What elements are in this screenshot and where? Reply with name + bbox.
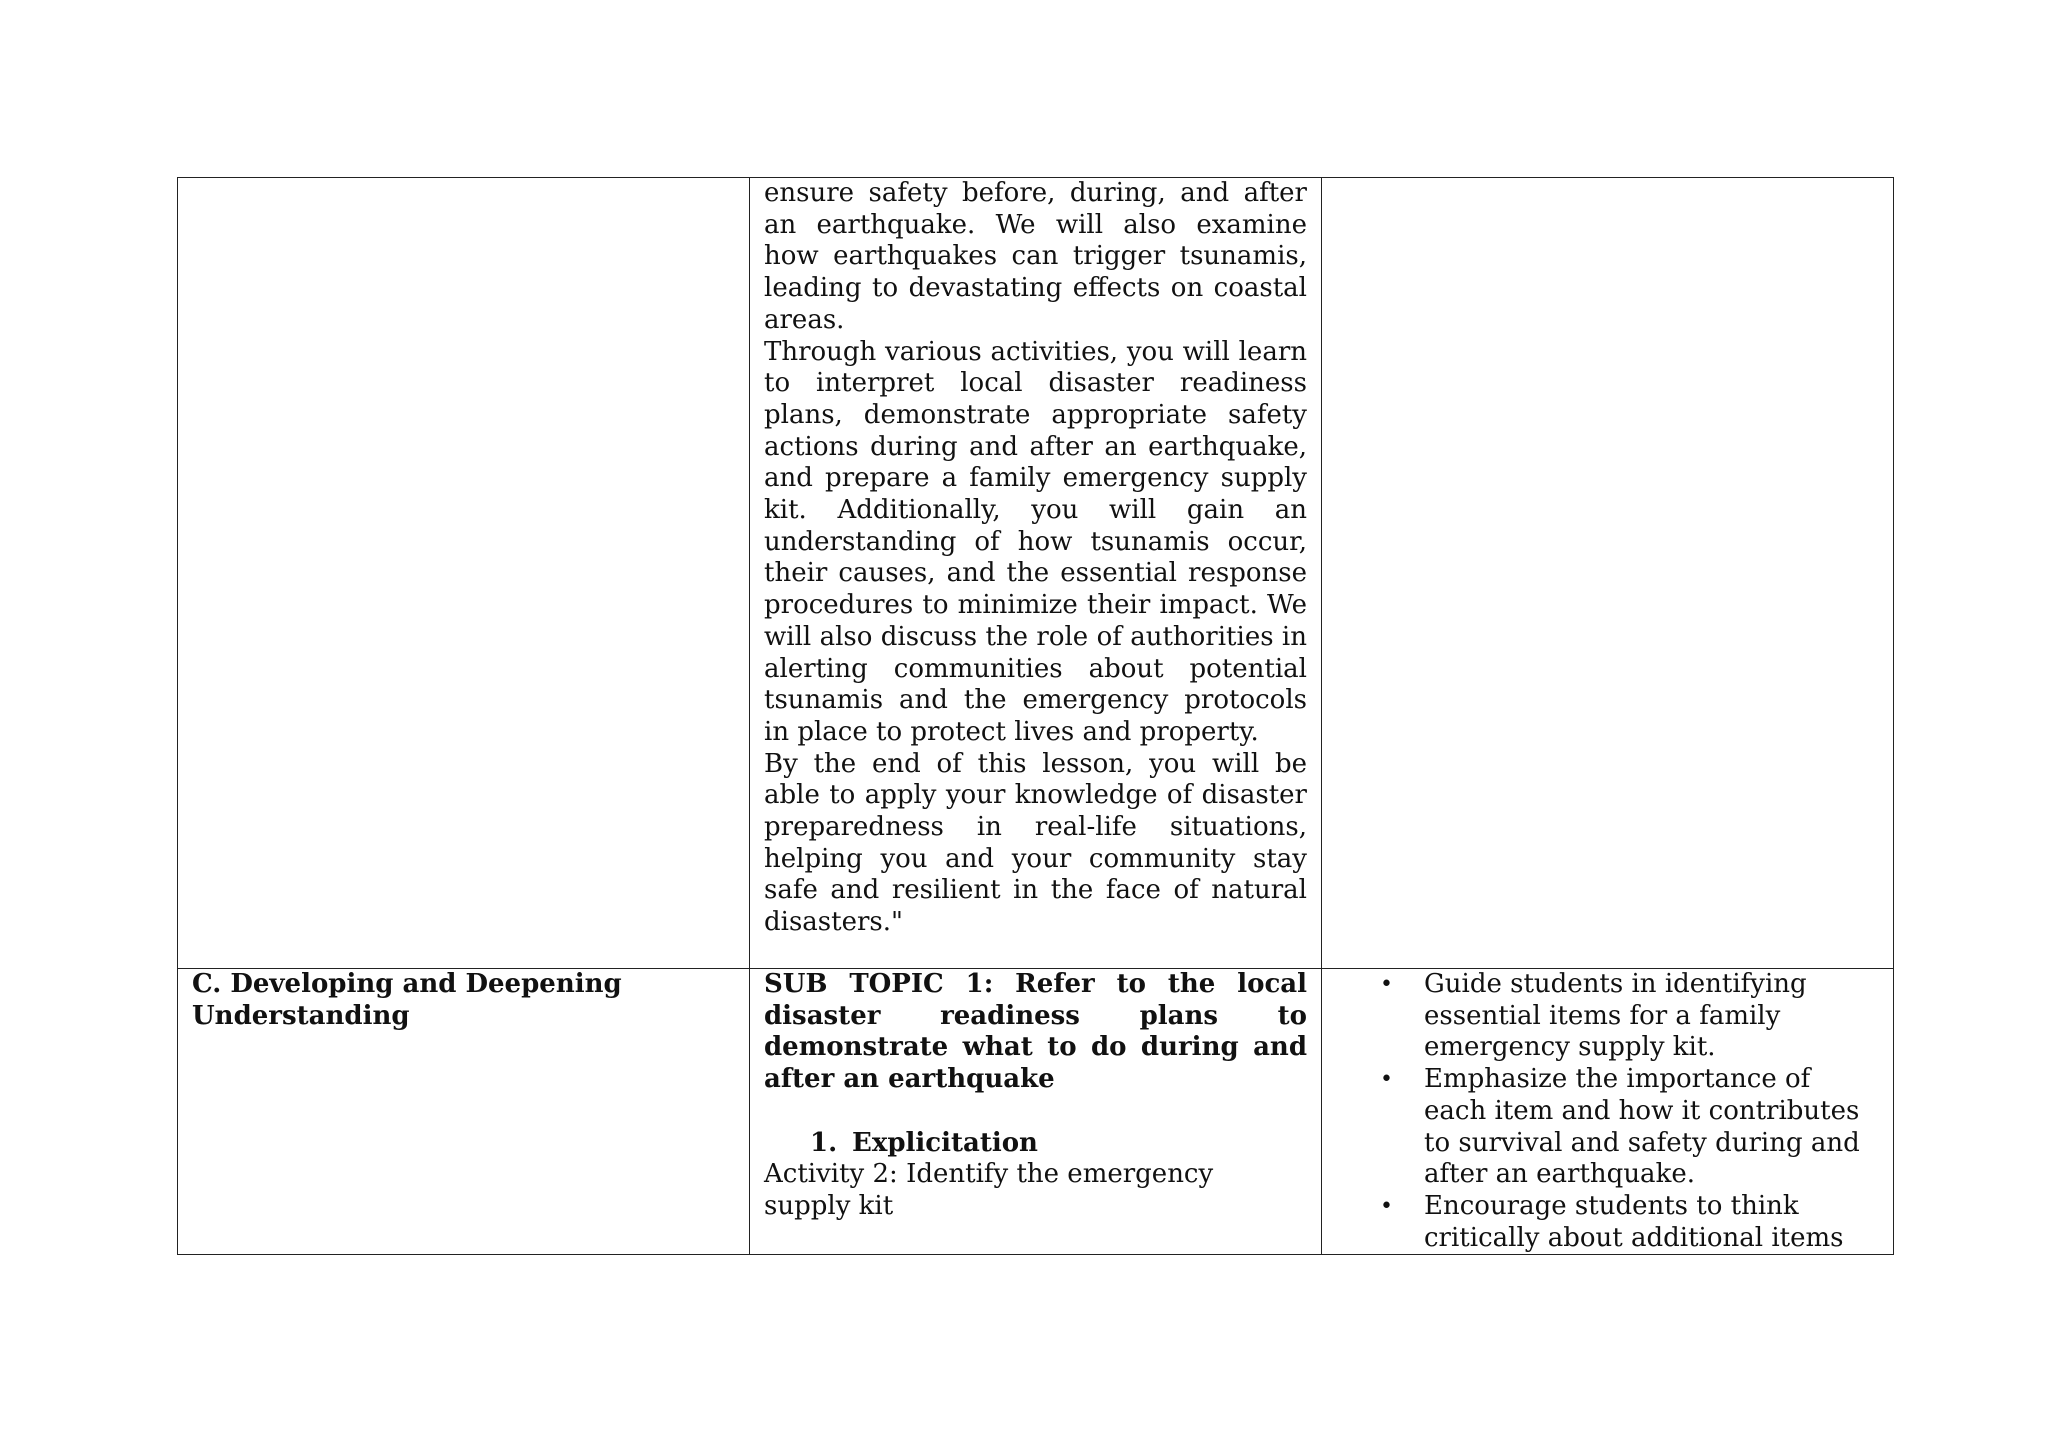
list-item: [1336, 1064, 1879, 1191]
intro-paragraph-2: Through various activities, you will learn to interpret local disaster readiness plans, demonstrate appropriate safety actions during and after an earthquake, and prepare a family emergency supply kit. Additionally, you will gain an understanding of how tsunamis occur, their causes, and the essential response procedures to minimize their impact. We will also discuss the role of authorities in alerting communities about potential tsunamis and the emergency protocols in place to protect lives and property.: [764, 336, 1307, 747]
list-item-label: Explicitation: [852, 1127, 1038, 1158]
table-cell-row2-col2: [750, 969, 1322, 1255]
bullet-icon: •: [1380, 1067, 1393, 1093]
section-heading-line1: C. Developing and Deepening: [192, 969, 622, 999]
spacer: [764, 1096, 1307, 1128]
table-cell-row2-col1: [178, 969, 750, 1255]
intro-paragraph-1: ensure safety before, during, and after an earthquake. We will also examine how earthquakes can trigger tsunamis, leading to devastating effects on coastal areas.: [764, 178, 1307, 335]
teacher-guide-list: [1336, 969, 1879, 1254]
numbered-list-item: [764, 1128, 1307, 1160]
table-cell-row1-col3: [1322, 178, 1894, 969]
list-item: [1336, 969, 1879, 1064]
table-cell-row1-col2: [750, 178, 1322, 969]
table-cell-row2-col3: [1322, 969, 1894, 1255]
list-number: 1.: [810, 1127, 838, 1158]
subtopic-title: SUB TOPIC 1: Refer to the local disaster readiness plans to demonstrate what to do during and after an earthquake: [764, 969, 1307, 1095]
list-item-text: Emphasize the importance of each item and how it contributes to survival and safety during and after an earthquake.: [1424, 1064, 1860, 1190]
list-item: [1336, 1191, 1879, 1254]
section-heading: [192, 969, 735, 1032]
table-row: [178, 178, 1894, 969]
activity-label: Activity 2: Identify the emergency supply kit: [764, 1159, 1214, 1221]
table-cell-row1-col1: [178, 178, 750, 969]
table-row: [178, 969, 1894, 1255]
intro-paragraph-3: By the end of this lesson, you will be able to apply your knowledge of disaster preparedness in real-life situations, helping you and your community stay safe and resilient in the face of natural disasters.": [764, 748, 1307, 938]
lesson-plan-table: [177, 177, 1894, 1255]
bullet-icon: •: [1380, 1193, 1393, 1219]
bullet-icon: •: [1380, 972, 1393, 997]
list-item-text: Encourage students to think critically about additional items: [1424, 1190, 1844, 1253]
list-item-text: Guide students in identifying essential items for a family emergency supply kit.: [1424, 969, 1807, 1063]
section-heading-line2: Understanding: [192, 1000, 410, 1031]
